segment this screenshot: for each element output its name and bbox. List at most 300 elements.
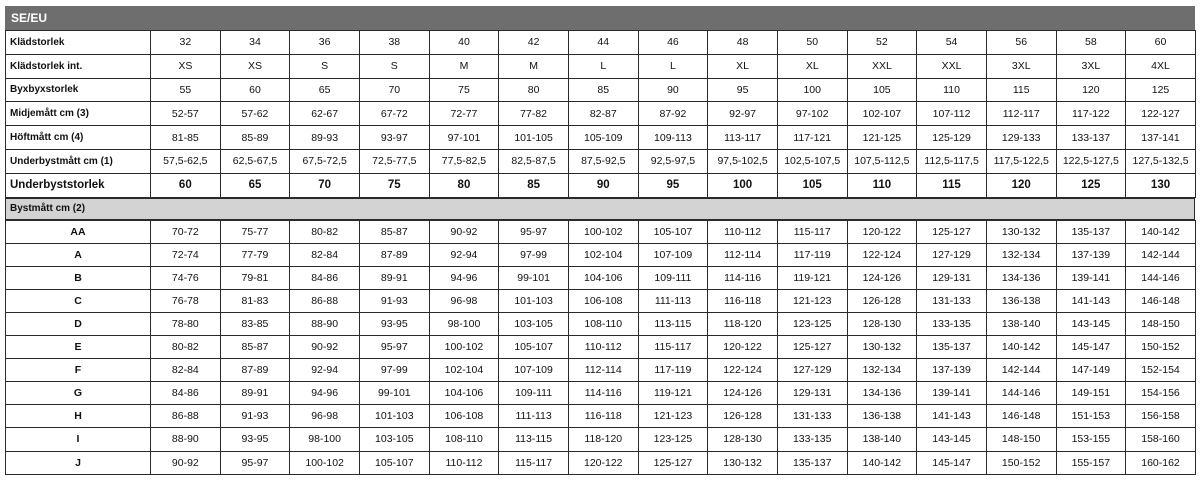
bust-cell: 93-95 xyxy=(220,428,290,451)
bust-row xyxy=(6,289,1196,312)
bust-cell: 83-85 xyxy=(220,312,290,335)
bust-cell: 116-118 xyxy=(708,289,778,312)
size-row xyxy=(6,78,1196,102)
cup-label: J xyxy=(6,451,151,474)
cup-label: H xyxy=(6,405,151,428)
size-cell: 93-97 xyxy=(359,126,429,150)
size-cell: 67,5-72,5 xyxy=(290,149,360,173)
size-cell: L xyxy=(568,54,638,78)
bust-cell: 119-121 xyxy=(777,266,847,289)
bust-cell: 135-137 xyxy=(1056,220,1126,243)
size-cell: 92-97 xyxy=(708,102,778,126)
size-cell: 120 xyxy=(1056,78,1126,102)
bust-cell: 95-97 xyxy=(359,336,429,359)
bust-cell: 106-108 xyxy=(429,405,499,428)
cup-label: G xyxy=(6,382,151,405)
bust-cell: 124-126 xyxy=(708,382,778,405)
size-cell: 38 xyxy=(359,31,429,55)
bust-cell: 86-88 xyxy=(290,289,360,312)
bust-cell: 120-122 xyxy=(568,451,638,474)
bust-cell: 92-94 xyxy=(429,243,499,266)
bust-cell: 82-84 xyxy=(290,243,360,266)
size-cell: 107,5-112,5 xyxy=(847,149,917,173)
bust-cell: 141-143 xyxy=(917,405,987,428)
bust-cell: 130-132 xyxy=(708,451,778,474)
bust-cell: 104-106 xyxy=(568,266,638,289)
bust-row xyxy=(6,451,1196,474)
size-cell: 97-101 xyxy=(429,126,499,150)
bust-cell: 84-86 xyxy=(290,266,360,289)
size-cell: 77,5-82,5 xyxy=(429,149,499,173)
bust-cell: 123-125 xyxy=(777,312,847,335)
size-cell: L xyxy=(638,54,708,78)
bust-cell: 78-80 xyxy=(151,312,221,335)
bust-cell: 115-117 xyxy=(499,451,569,474)
bust-cell: 122-124 xyxy=(708,359,778,382)
size-cell: 80 xyxy=(499,78,569,102)
size-row xyxy=(6,102,1196,126)
size-cell: 62-67 xyxy=(290,102,360,126)
bust-cell: 97-99 xyxy=(359,359,429,382)
bust-cell: 91-93 xyxy=(220,405,290,428)
size-cell: 105 xyxy=(847,78,917,102)
bust-cell: 114-116 xyxy=(568,382,638,405)
bust-cell: 117-119 xyxy=(777,243,847,266)
bust-cell: 104-106 xyxy=(429,382,499,405)
size-cell: 137-141 xyxy=(1126,126,1196,150)
size-cell: 72,5-77,5 xyxy=(359,149,429,173)
bust-cell: 76-78 xyxy=(151,289,221,312)
size-row xyxy=(6,173,1196,197)
row-label: Byxbyxstorlek xyxy=(6,78,151,102)
size-row xyxy=(6,31,1196,55)
bust-cell: 137-139 xyxy=(917,359,987,382)
size-cell: 102-107 xyxy=(847,102,917,126)
size-cell: 87-92 xyxy=(638,102,708,126)
size-cell: 97,5-102,5 xyxy=(708,149,778,173)
bust-cell: 127-129 xyxy=(777,359,847,382)
bust-cell: 153-155 xyxy=(1056,428,1126,451)
bust-cell: 133-135 xyxy=(917,312,987,335)
bust-cell: 115-117 xyxy=(777,220,847,243)
size-cell: 60 xyxy=(1126,31,1196,55)
bust-cell: 97-99 xyxy=(499,243,569,266)
bust-cell: 125-127 xyxy=(917,220,987,243)
bust-cell: 122-124 xyxy=(847,243,917,266)
bust-cell: 139-141 xyxy=(1056,266,1126,289)
size-cell: 57-62 xyxy=(220,102,290,126)
bust-cell: 103-105 xyxy=(359,428,429,451)
bust-cell: 143-145 xyxy=(1056,312,1126,335)
bust-cell: 70-72 xyxy=(151,220,221,243)
bust-cell: 141-143 xyxy=(1056,289,1126,312)
cup-label: F xyxy=(6,359,151,382)
bust-cell: 118-120 xyxy=(568,428,638,451)
size-cell: 125 xyxy=(1126,78,1196,102)
bust-cell: 86-88 xyxy=(151,405,221,428)
bust-cell: 90-92 xyxy=(151,451,221,474)
cup-label: I xyxy=(6,428,151,451)
bust-cell: 100-102 xyxy=(429,336,499,359)
row-label: Klädstorlek int. xyxy=(6,54,151,78)
row-label: Höftmått cm (4) xyxy=(6,126,151,150)
bust-row xyxy=(6,266,1196,289)
bust-cell: 131-133 xyxy=(917,289,987,312)
bust-cell: 127-129 xyxy=(917,243,987,266)
bust-cell: 92-94 xyxy=(290,359,360,382)
bust-cell: 142-144 xyxy=(986,359,1056,382)
size-cell: 85 xyxy=(499,173,569,197)
bust-cell: 134-136 xyxy=(847,382,917,405)
size-cell: 112-117 xyxy=(986,102,1056,126)
bust-row xyxy=(6,336,1196,359)
bust-cell: 109-111 xyxy=(499,382,569,405)
bust-cell: 85-87 xyxy=(359,220,429,243)
bust-cell: 101-103 xyxy=(499,289,569,312)
bust-cell: 143-145 xyxy=(917,428,987,451)
size-cell: 125-129 xyxy=(917,126,987,150)
size-cell: M xyxy=(429,54,499,78)
bust-cell: 138-140 xyxy=(986,312,1056,335)
bust-cell: 75-77 xyxy=(220,220,290,243)
bust-cell: 134-136 xyxy=(986,266,1056,289)
size-cell: M xyxy=(499,54,569,78)
size-cell: 109-113 xyxy=(638,126,708,150)
size-cell: 85-89 xyxy=(220,126,290,150)
bust-cell: 140-142 xyxy=(986,336,1056,359)
bust-cell: 74-76 xyxy=(151,266,221,289)
bust-cell: 118-120 xyxy=(708,312,778,335)
size-cell: 60 xyxy=(220,78,290,102)
size-cell: 77-82 xyxy=(499,102,569,126)
bust-row xyxy=(6,220,1196,243)
bust-cell: 108-110 xyxy=(429,428,499,451)
bust-cell: 113-115 xyxy=(638,312,708,335)
bust-row xyxy=(6,428,1196,451)
bust-cell: 145-147 xyxy=(1056,336,1126,359)
bust-cell: 105-107 xyxy=(638,220,708,243)
size-cell: 62,5-67,5 xyxy=(220,149,290,173)
size-cell: S xyxy=(290,54,360,78)
cup-label: A xyxy=(6,243,151,266)
size-cell: 90 xyxy=(568,173,638,197)
size-cell: 101-105 xyxy=(499,126,569,150)
bust-cell: 84-86 xyxy=(151,382,221,405)
size-cell: 85 xyxy=(568,78,638,102)
bust-cell: 128-130 xyxy=(847,312,917,335)
size-cell: 121-125 xyxy=(847,126,917,150)
bust-cell: 146-148 xyxy=(1126,289,1196,312)
bust-cell: 91-93 xyxy=(359,289,429,312)
size-cell: 75 xyxy=(359,173,429,197)
size-cell: 65 xyxy=(220,173,290,197)
bust-cell: 98-100 xyxy=(290,428,360,451)
bust-cell: 105-107 xyxy=(499,336,569,359)
size-cell: 54 xyxy=(917,31,987,55)
size-cell: 117-121 xyxy=(777,126,847,150)
size-cell: 90 xyxy=(638,78,708,102)
bust-row xyxy=(6,243,1196,266)
bust-cell: 117-119 xyxy=(638,359,708,382)
bust-cell: 82-84 xyxy=(151,359,221,382)
bust-cell: 110-112 xyxy=(429,451,499,474)
size-cell: 120 xyxy=(986,173,1056,197)
size-cell: 50 xyxy=(777,31,847,55)
bust-table xyxy=(5,220,1196,475)
bust-cell: 135-137 xyxy=(917,336,987,359)
size-cell: 46 xyxy=(638,31,708,55)
bust-cell: 136-138 xyxy=(847,405,917,428)
cup-label: AA xyxy=(6,220,151,243)
bust-row xyxy=(6,382,1196,405)
bust-cell: 77-79 xyxy=(220,243,290,266)
bust-cell: 108-110 xyxy=(568,312,638,335)
size-cell: 87,5-92,5 xyxy=(568,149,638,173)
cup-label: B xyxy=(6,266,151,289)
bust-cell: 95-97 xyxy=(220,451,290,474)
size-cell: 102,5-107,5 xyxy=(777,149,847,173)
bust-cell: 135-137 xyxy=(777,451,847,474)
bust-row xyxy=(6,359,1196,382)
bust-row xyxy=(6,312,1196,335)
size-cell: XL xyxy=(777,54,847,78)
size-cell: 57,5-62,5 xyxy=(151,149,221,173)
row-label: Underbyststorlek xyxy=(6,173,151,197)
bust-cell: 99-101 xyxy=(359,382,429,405)
bust-cell: 138-140 xyxy=(847,428,917,451)
size-cell: 60 xyxy=(151,173,221,197)
bust-cell: 107-109 xyxy=(638,243,708,266)
size-row xyxy=(6,126,1196,150)
size-cell: 115 xyxy=(917,173,987,197)
size-cell: 55 xyxy=(151,78,221,102)
size-cell: 110 xyxy=(847,173,917,197)
bust-cell: 148-150 xyxy=(1126,312,1196,335)
cup-label: C xyxy=(6,289,151,312)
size-cell: 80 xyxy=(429,173,499,197)
size-cell: 4XL xyxy=(1126,54,1196,78)
bust-cell: 146-148 xyxy=(986,405,1056,428)
bust-cell: 116-118 xyxy=(568,405,638,428)
bust-cell: 90-92 xyxy=(429,220,499,243)
size-cell: XL xyxy=(708,54,778,78)
bust-cell: 109-111 xyxy=(638,266,708,289)
size-table xyxy=(5,30,1196,198)
bust-cell: 81-83 xyxy=(220,289,290,312)
bust-cell: 121-123 xyxy=(777,289,847,312)
size-row xyxy=(6,54,1196,78)
bust-cell: 96-98 xyxy=(429,289,499,312)
bust-cell: 90-92 xyxy=(290,336,360,359)
bust-cell: 154-156 xyxy=(1126,382,1196,405)
size-cell: 117-122 xyxy=(1056,102,1126,126)
row-label: Underbystmått cm (1) xyxy=(6,149,151,173)
bust-cell: 95-97 xyxy=(499,220,569,243)
size-cell: 72-77 xyxy=(429,102,499,126)
bust-cell: 160-162 xyxy=(1126,451,1196,474)
size-cell: 130 xyxy=(1126,173,1196,197)
row-label: Klädstorlek xyxy=(6,31,151,55)
bust-cell: 140-142 xyxy=(1126,220,1196,243)
size-cell: 58 xyxy=(1056,31,1126,55)
size-cell: 97-102 xyxy=(777,102,847,126)
bust-cell: 144-146 xyxy=(986,382,1056,405)
size-cell: 48 xyxy=(708,31,778,55)
size-cell: 3XL xyxy=(1056,54,1126,78)
bust-cell: 94-96 xyxy=(429,266,499,289)
size-cell: 100 xyxy=(777,78,847,102)
size-cell: S xyxy=(359,54,429,78)
bust-cell: 93-95 xyxy=(359,312,429,335)
bust-cell: 102-104 xyxy=(568,243,638,266)
size-cell: 52-57 xyxy=(151,102,221,126)
size-cell: 65 xyxy=(290,78,360,102)
size-cell: 75 xyxy=(429,78,499,102)
bust-cell: 100-102 xyxy=(568,220,638,243)
bust-cell: 129-131 xyxy=(777,382,847,405)
size-cell: 92,5-97,5 xyxy=(638,149,708,173)
size-cell: 34 xyxy=(220,31,290,55)
bust-cell: 96-98 xyxy=(290,405,360,428)
bust-cell: 113-115 xyxy=(499,428,569,451)
size-cell: 52 xyxy=(847,31,917,55)
size-row xyxy=(6,149,1196,173)
bust-cell: 85-87 xyxy=(220,336,290,359)
size-cell: 122-127 xyxy=(1126,102,1196,126)
bust-cell: 115-117 xyxy=(638,336,708,359)
bust-cell: 98-100 xyxy=(429,312,499,335)
bust-cell: 88-90 xyxy=(151,428,221,451)
bust-cell: 155-157 xyxy=(1056,451,1126,474)
bust-cell: 129-131 xyxy=(917,266,987,289)
size-cell: 112,5-117,5 xyxy=(917,149,987,173)
size-cell: 70 xyxy=(359,78,429,102)
bust-cell: 132-134 xyxy=(986,243,1056,266)
size-cell: 70 xyxy=(290,173,360,197)
bust-cell: 120-122 xyxy=(847,220,917,243)
bust-cell: 130-132 xyxy=(986,220,1056,243)
bust-cell: 110-112 xyxy=(708,220,778,243)
bust-row xyxy=(6,405,1196,428)
size-cell: 122,5-127,5 xyxy=(1056,149,1126,173)
size-cell: 107-112 xyxy=(917,102,987,126)
bust-cell: 101-103 xyxy=(359,405,429,428)
bust-cell: 111-113 xyxy=(499,405,569,428)
size-cell: 127,5-132,5 xyxy=(1126,149,1196,173)
size-cell: 105 xyxy=(777,173,847,197)
bust-cell: 137-139 xyxy=(1056,243,1126,266)
bust-cell: 126-128 xyxy=(847,289,917,312)
size-cell: XS xyxy=(151,54,221,78)
bust-cell: 72-74 xyxy=(151,243,221,266)
bust-cell: 110-112 xyxy=(568,336,638,359)
bust-cell: 149-151 xyxy=(1056,382,1126,405)
bust-cell: 102-104 xyxy=(429,359,499,382)
bust-cell: 89-91 xyxy=(359,266,429,289)
size-cell: 40 xyxy=(429,31,499,55)
region-header: SE/EU xyxy=(5,6,1195,30)
bust-cell: 120-122 xyxy=(708,336,778,359)
size-cell: 32 xyxy=(151,31,221,55)
bust-cell: 80-82 xyxy=(151,336,221,359)
cup-label: E xyxy=(6,336,151,359)
bust-cell: 144-146 xyxy=(1126,266,1196,289)
bust-cell: 112-114 xyxy=(568,359,638,382)
size-cell: 42 xyxy=(499,31,569,55)
bust-cell: 94-96 xyxy=(290,382,360,405)
bust-cell: 152-154 xyxy=(1126,359,1196,382)
size-cell: 129-133 xyxy=(986,126,1056,150)
bust-cell: 145-147 xyxy=(917,451,987,474)
size-cell: XS xyxy=(220,54,290,78)
bust-cell: 128-130 xyxy=(708,428,778,451)
bust-cell: 156-158 xyxy=(1126,405,1196,428)
bust-cell: 80-82 xyxy=(290,220,360,243)
bust-cell: 103-105 xyxy=(499,312,569,335)
bust-cell: 124-126 xyxy=(847,266,917,289)
size-cell: 117,5-122,5 xyxy=(986,149,1056,173)
bust-cell: 105-107 xyxy=(359,451,429,474)
bust-cell: 99-101 xyxy=(499,266,569,289)
bust-cell: 89-91 xyxy=(220,382,290,405)
size-cell: 125 xyxy=(1056,173,1126,197)
bust-cell: 130-132 xyxy=(847,336,917,359)
bust-cell: 126-128 xyxy=(708,405,778,428)
size-cell: 133-137 xyxy=(1056,126,1126,150)
bust-cell: 136-138 xyxy=(986,289,1056,312)
size-cell: 56 xyxy=(986,31,1056,55)
bust-cell: 106-108 xyxy=(568,289,638,312)
size-cell: 67-72 xyxy=(359,102,429,126)
bust-cell: 88-90 xyxy=(290,312,360,335)
bust-cell: 112-114 xyxy=(708,243,778,266)
bust-cell: 87-89 xyxy=(359,243,429,266)
size-cell: 44 xyxy=(568,31,638,55)
bust-cell: 111-113 xyxy=(638,289,708,312)
bust-cell: 150-152 xyxy=(986,451,1056,474)
bust-cell: 142-144 xyxy=(1126,243,1196,266)
size-cell: XXL xyxy=(917,54,987,78)
size-cell: 110 xyxy=(917,78,987,102)
bust-cell: 150-152 xyxy=(1126,336,1196,359)
size-cell: 95 xyxy=(708,78,778,102)
bust-cell: 114-116 xyxy=(708,266,778,289)
size-cell: XXL xyxy=(847,54,917,78)
bust-cell: 79-81 xyxy=(220,266,290,289)
bust-section-header: Bystmått cm (2) xyxy=(5,198,1195,220)
bust-cell: 147-149 xyxy=(1056,359,1126,382)
bust-cell: 121-123 xyxy=(638,405,708,428)
size-cell: 3XL xyxy=(986,54,1056,78)
size-cell: 100 xyxy=(708,173,778,197)
bust-cell: 125-127 xyxy=(638,451,708,474)
bust-cell: 125-127 xyxy=(777,336,847,359)
bust-cell: 158-160 xyxy=(1126,428,1196,451)
bust-cell: 133-135 xyxy=(777,428,847,451)
size-cell: 89-93 xyxy=(290,126,360,150)
bust-cell: 100-102 xyxy=(290,451,360,474)
bust-cell: 132-134 xyxy=(847,359,917,382)
size-cell: 36 xyxy=(290,31,360,55)
size-cell: 82,5-87,5 xyxy=(499,149,569,173)
size-cell: 105-109 xyxy=(568,126,638,150)
bust-cell: 107-109 xyxy=(499,359,569,382)
size-cell: 95 xyxy=(638,173,708,197)
bust-cell: 123-125 xyxy=(638,428,708,451)
row-label: Midjemått cm (3) xyxy=(6,102,151,126)
bust-cell: 87-89 xyxy=(220,359,290,382)
bust-cell: 131-133 xyxy=(777,405,847,428)
